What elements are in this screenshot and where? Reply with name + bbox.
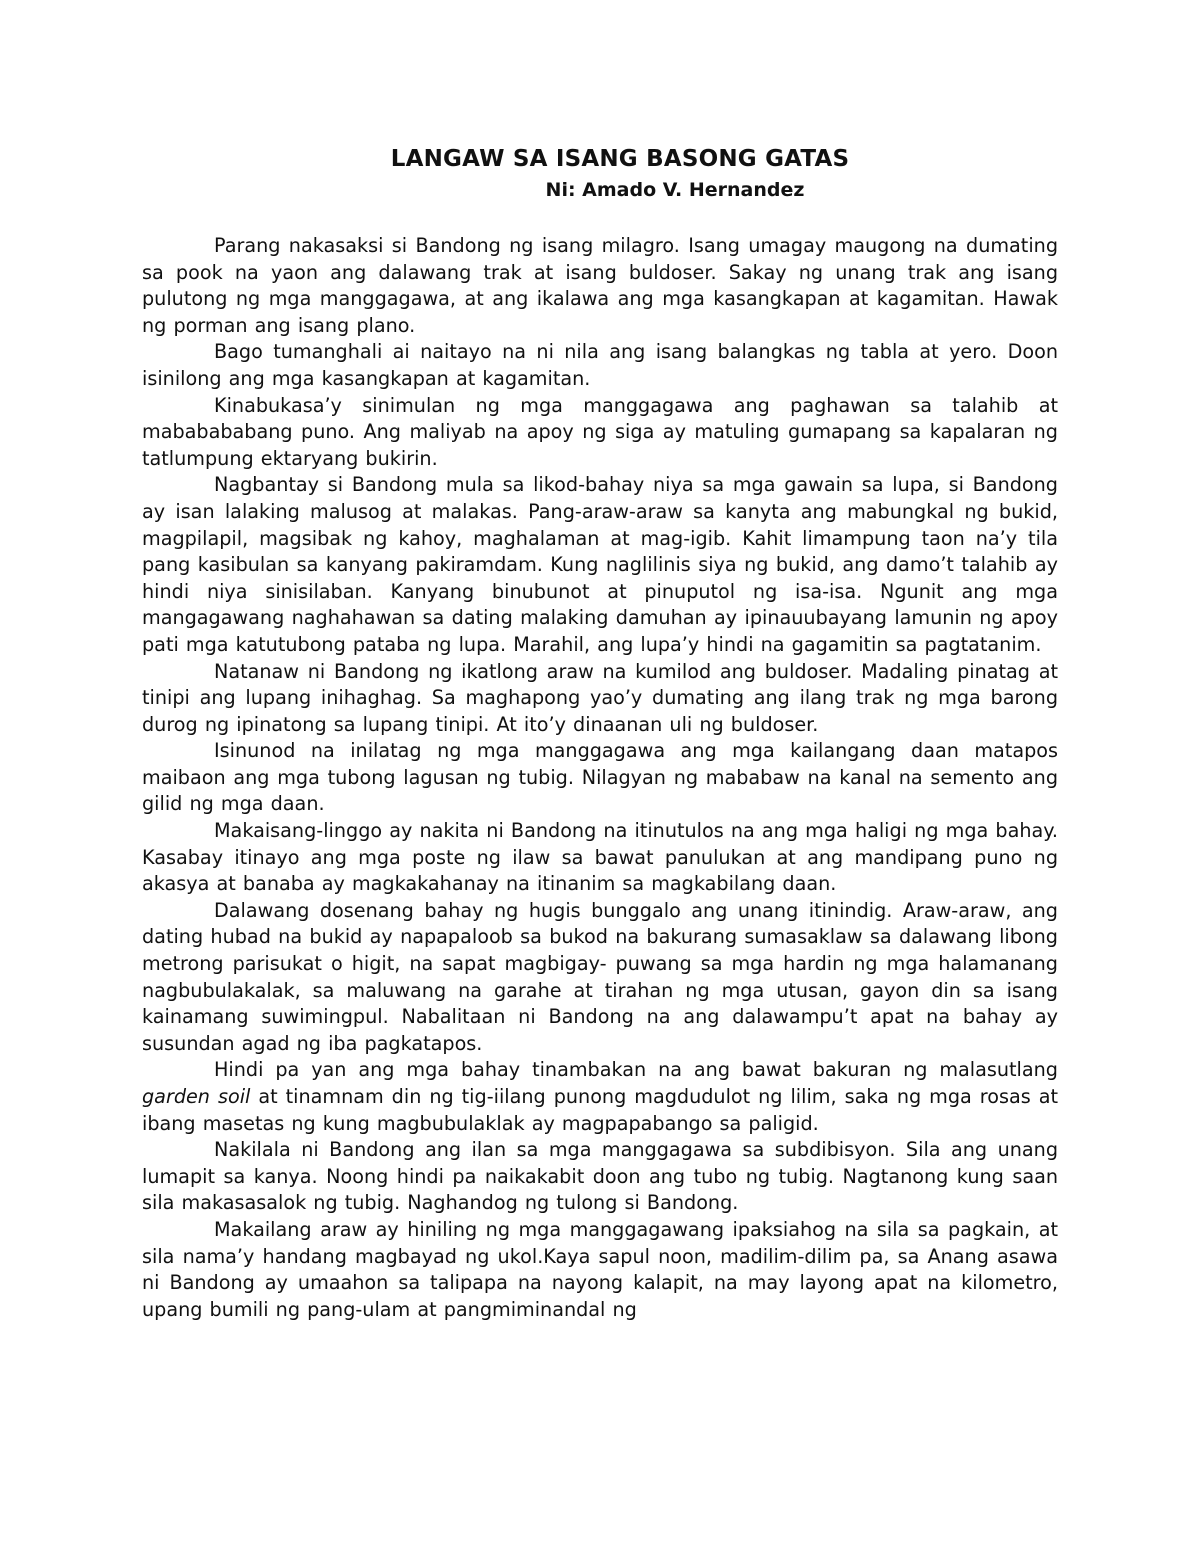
document-author: Ni: Amado V. Hernandez [545, 179, 805, 201]
paragraph: Nagbantay si Bandong mula sa likod-bahay niya sa mga gawain sa lupa, si Bandong ay isan lalaking malusog at malakas. Pang-araw-araw sa kanyta ang mabungkal ng bukid, magpilapil, magsibak ng kahoy, maghalaman at mag-igib. Kahit limampung taon na’y tila pang kasibulan sa kanyang pakiramdam. Kung naglilinis siya ng bukid, ang damo’t talahib ay hindi niya sinisilaban. Kanyang binubunot at pinuputol ng isa-isa. Ngunit ang mga mangagawang naghahawan sa dating malaking damuhan ay ipinauubayang lamunin ng apoy pati mga katutubong pataba ng lupa. Marahil, ang lupa’y hindi na gagamitin sa pagtatanim. [142, 473, 1058, 656]
document-title: LANGAW SA ISANG BASONG GATAS [390, 146, 850, 172]
paragraph: Nakilala ni Bandong ang ilan sa mga manggagawa sa subdibisyon. Sila ang unang lumapit sa kanya. Noong hindi pa naikakabit doon ang tubo ng tubig. Nagtanong kung saan sila makasasalok ng tubig. Naghandog ng tulong si Bandong. [142, 1138, 1058, 1215]
paragraph: Isinunod na inilatag ng mga manggagawa ang mga kailangang daan matapos maibaon ang mga tubong lagusan ng tubig. Nilagyan ng mababaw na kanal na semento ang gilid ng mga daan. [142, 739, 1058, 816]
paragraph: Dalawang dosenang bahay ng hugis bunggalo ang unang itinindig. Araw-araw, ang dating hubad na bukid ay napapaloob sa bukod na bakurang sumasaklaw sa dalawang libong metrong parisukat o higit, na sapat magbigay- puwang sa mga hardin ng mga halamanang nagbubulakalak, sa maluwang na garahe at tirahan ng mga utusan, gayon din sa isang kainamang suwimingpul. Nabalitaan ni Bandong na ang dalawampu’t apat na bahay ay susundan agad ng iba pagkatapos. [142, 898, 1058, 1055]
document-page [142, 140, 1058, 1323]
paragraph-text: Hindi pa yan ang mga bahay tinambakan na ang bawat bakuran ng malasutlang [214, 1058, 1058, 1082]
paragraph: Natanaw ni Bandong ng ikatlong araw na kumilod ang buldoser. Madaling pinatag at tinipi ang lupang inihaghag. Sa maghapong yao’y dumating ang ilang trak ng mga barong durog ng ipinatong sa lupang tinipi. At ito’y dinaanan uli ng buldoser. [142, 659, 1058, 736]
italic-term: garden soil [142, 1085, 251, 1108]
paragraph: Parang nakasaksi si Bandong ng isang milagro. Isang umagay maugong na dumating sa pook na yaon ang dalawang trak at isang buldoser. Sakay ng unang trak ang isang pulutong ng mga manggagawa, at ang ikalawa ang mga kasangkapan at kagamitan. Hawak ng porman ang isang plano. [142, 234, 1058, 337]
document-body [142, 233, 1058, 1323]
paragraph: Makaisang-linggo ay nakita ni Bandong na itinutulos na ang mga haligi ng mga bahay. Kasabay itinayo ang mga poste ng ilaw sa bawat panulukan at ang mandipang puno ng akasya at banaba ay magkakahanay na itinanim sa magkabilang daan. [142, 819, 1058, 896]
paragraph: Kinabukasa’y sinimulan ng mga manggagawa ang paghawan sa talahib at mababababang puno. Ang maliyab na apoy ng siga ay matuling gumapang sa kapalaran ng tatlumpung ektaryang bukirin. [142, 393, 1058, 470]
paragraph: Bago tumanghali ai naitayo na ni nila ang isang balangkas ng tabla at yero. Doon isinilong ang mga kasangkapan at kagamitan. [142, 340, 1058, 390]
paragraph [142, 1057, 1058, 1137]
paragraph-text: at tinamnam din ng tig-iilang punong magdudulot ng lilim, saka ng mga rosas at ibang masetas ng kung magbubulaklak ay magpapabango sa paligid. [142, 1085, 1059, 1135]
paragraph: Makailang araw ay hiniling ng mga manggagawang ipaksiahog na sila sa pagkain, at sila nama’y handang magbayad ng ukol.Kaya sapul noon, madilim-dilim pa, sa Anang asawa ni Bandong ay umaahon sa talipapa na nayong kalapit, na may layong apat na kilometro, upang bumili ng pang-ulam at pangmiminandal ng [142, 1217, 1058, 1321]
